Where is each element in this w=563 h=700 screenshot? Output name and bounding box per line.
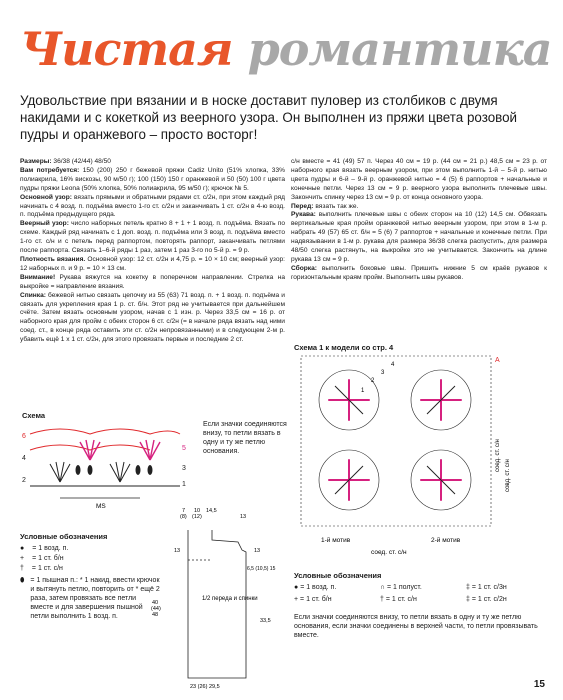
motif-label: соед. ст. с/н <box>371 549 407 556</box>
legend-item: = 1 возд. п. <box>32 545 69 552</box>
legend-item: = 1 ст. с/3н <box>471 584 507 591</box>
dim-top: 14,5 <box>206 508 217 514</box>
dim-height: 33,5 <box>260 618 271 624</box>
density-value: Основной узор: 12 ст. с/2н и 4,75 р. = 10 × 10 см; веерный узор: 12 наборных п. и 9 р. = 10 × 13 см. <box>20 255 286 272</box>
legend-item: = 1 ст. б/н <box>32 555 64 562</box>
dim-left: (44) <box>151 606 161 612</box>
side-label: соед. ст. с/н <box>495 439 501 472</box>
motif-label: 2-й мотив <box>431 537 461 544</box>
title-part1: Чистая <box>20 22 233 76</box>
row-number: 2 <box>371 378 375 384</box>
fan-row-top <box>30 429 180 434</box>
puff-mark <box>76 465 81 475</box>
needs-value: 150 (200) 250 г бежевой пряжи Cadiz Unito (51% хлопка, 33% полиакрила, 16% вискозы, 90 м/50 г); 100 (150) 150 г оранжевой и 50 (50) 100 г цвета пудры пряжи Leona (50% хлопка, 50% полиакрила, 95 м/50 г); крючок № 5. <box>20 166 285 192</box>
dim-top: (12) <box>192 514 202 520</box>
scheme-note: Если значки соединяются внизу, то петли вязать в одну и ту же петлю основания. <box>203 421 287 455</box>
triple-crochet-icon: ‡ <box>466 584 470 591</box>
note-label: Внимание! <box>20 273 56 281</box>
fan-label: Веерный узор: <box>20 220 69 228</box>
dim-top: 7 <box>182 508 186 514</box>
page-number: 15 <box>533 679 545 690</box>
assembly-value: выполнить боковые швы. Пришить нижние 5 см краёв рукавов к горизонтальным краям пройм. Выполнить швы рукавов. <box>291 264 547 281</box>
intro-text: Удовольствие при вязании и в носке доставит пуловер из столбиков с двумя накидами и с кокеткой из веерного узора. Он выполнен из пряжи цвета розовой пудры и оранжевого – просто восторг! <box>20 93 518 142</box>
row-label-left: 2 <box>22 477 26 484</box>
dim-bottom: 23 (26) 29,5 <box>190 684 220 690</box>
diagonal-mark <box>427 400 441 414</box>
puff-mark <box>88 465 93 475</box>
back-label: Спинка: <box>20 291 46 299</box>
puff-stitch-icon: ⬮ <box>20 577 25 584</box>
fan-value: число наборных петель кратно 8 + 1 + 1 возд. п. подъёма. Вязать по схеме. Каждый ряд начинать с 1 доп. возд. п. подъёма или 3 возд. п. подъёма вместо 1-го ст. с/н и с петель перед раппортом, повторять раппорт, заканчивать петлями после раппорта. Связать 1–6-й ряды 1 раз, затем 1 раз 3-го по 5-й р. = 9 р. <box>20 220 285 255</box>
row-number: 1 <box>361 388 365 394</box>
row-label-left: 6 <box>22 433 26 440</box>
row-label-right: 1 <box>182 481 186 488</box>
legend-item: = 1 полуст. <box>386 584 422 591</box>
pattern-center: 1/2 переда и спинки <box>202 596 258 602</box>
legend-item: = 1 ст. с/2н <box>471 596 507 603</box>
pattern-outline <box>188 530 246 678</box>
row-label-left: 4 <box>22 455 26 462</box>
dim-height: 13 <box>254 548 261 554</box>
legend-puff: = 1 пышная п.: * 1 накид, ввести крючок и вытянуть петлю, повторить от * ещё 2 раза, затем провязать все петли вместе и для завершения пышной петли выполнить 1 возд. п. <box>30 577 160 620</box>
row-label-right: 5 <box>182 445 186 452</box>
sizes-value: 36/38 (42/44) 48/50 <box>51 158 111 165</box>
dim-top: (8) <box>180 514 187 520</box>
single-crochet-icon: + <box>20 555 25 562</box>
motif-scheme-chart <box>291 352 516 562</box>
dim-height: 13 <box>174 548 181 554</box>
diagonal-mark <box>335 386 349 400</box>
sleeve-label: Рукава: <box>291 211 316 219</box>
dim-left: 40 <box>152 600 159 606</box>
front-label: Перед: <box>291 202 314 210</box>
single-crochet-icon: + <box>294 596 299 603</box>
diagonal-mark <box>441 386 455 400</box>
legend-left <box>20 532 160 621</box>
title-part2: романтика <box>247 22 552 76</box>
sleeve-value: выполнить плечевые швы с обеих сторон на 10 (12) 14,5 см. Обвязать вертикальные края пройм оранжевой нитью веерным узором, при этом в 1-м р. набрать 49 (57) 65 ст. б/н = 5 (6) 7 раппортов + начальные и конечные петли. При надвязывании в 1-м р. рукава для размера 36/38 слегка распустить, для размера 48/50 слегка растянуть, на выкройке это не учитывается. Закончить на длине рукава 13 см = 9 р. <box>291 211 547 263</box>
legend-title: Условные обозначения <box>20 532 108 541</box>
dim-mid: 6,5 (10,5) 15 <box>247 566 276 572</box>
row-label-right: 3 <box>182 465 186 472</box>
diagonal-mark <box>349 400 363 414</box>
base-label: Основной узор: <box>20 193 72 201</box>
marker-a: A <box>495 357 500 364</box>
left-column <box>20 158 285 345</box>
right-column <box>291 158 547 283</box>
legend-item: = 1 ст. с/н <box>385 596 417 603</box>
puff-mark <box>136 465 141 475</box>
legend-right <box>294 571 549 640</box>
scheme-title: Схема <box>22 411 46 420</box>
row-number: 4 <box>391 362 395 368</box>
side-label: совд. ст. с/н <box>505 459 511 492</box>
chain-icon: ● <box>294 584 299 591</box>
pattern-diagram <box>150 500 285 692</box>
repeat-label: MS <box>96 503 106 510</box>
double-treble-icon: ‡ <box>466 596 470 603</box>
assembly-label: Сборка: <box>291 264 317 272</box>
back-value: бежевой нитью связать цепочку из 55 (63) 71 возд. п. + 1 возд. п. подъёма и связать для укрепления края 1 р. ст. б/н. Этот ряд не учитывается при дальнейшем счёте. Затем вязать основным узором, начав с 1 изн. р. Через 33,5 см = 16 р. от наборного края для пройм с обеих сторон 6 ст. с/2н (= в начале ряда вязать над ними соед. ст., в конце ряда оставить эти ст. с/2н непровязанными) и в следующем 2-м р. убавить ещё 1 х 1 ст. с/2н, для этого провязать первые и последние 2 ст. <box>20 291 285 344</box>
scheme2-title: Схема 1 к модели со стр. 4 <box>294 343 394 352</box>
motif-label: 1-й мотив <box>321 537 351 544</box>
base-value: вязать прямыми и обратными рядами ст. с/2н, при этом каждый ряд начинать с 4 возд. п. подъёма вместо 1-го ст. с/2н и заканчивать 1 ст. с/2н в 4-ю возд. п. подъёма предыдущего ряда. <box>20 193 285 219</box>
dim-top: 10 <box>194 508 201 514</box>
legend-item: = 1 ст. б/н <box>300 596 332 603</box>
diagonal-mark <box>441 480 455 494</box>
diagonal-mark <box>349 466 363 480</box>
needs-label: Вам потребуется: <box>20 166 80 174</box>
slip-stitch-icon: ∩ <box>380 584 386 591</box>
page-title <box>20 18 552 80</box>
fan-row-mid <box>30 445 150 450</box>
continuation-text: с/н вместе = 41 (49) 57 п. Через 40 см = 19 р. (44 см = 21 р.) 48,5 см = 23 р. от наборного края вязать веерным узором, при этом выполнить 1-й – 5-й р. нитью цвета пудры и 6-й – 9-й р. оранжевой нитью = 4 (5) 6 раппортов + начальные и конечные петли. Через 13 см = 9 р. веерного узора выполнить плечевые швы. Закончить спинку через 13 см = 9 р. от конца основного узора. <box>291 158 547 201</box>
row-number: 3 <box>381 370 385 376</box>
dim-left: 48 <box>152 612 159 618</box>
dim-sleeve: 13 <box>240 514 247 520</box>
legend-item: = 1 возд. п. <box>300 584 337 591</box>
density-label: Плотность вязания. <box>20 255 86 263</box>
legend-title: Условные обозначения <box>294 571 382 580</box>
legend-note: Если значки соединяются внизу, то петли вязать в одну и ту же петлю основания, если значки соединены в верхней части, то петли провязывать вместе. <box>294 614 538 639</box>
diagonal-mark <box>427 466 441 480</box>
chain-icon: ● <box>20 545 25 552</box>
note-value: Рукава вяжутся на кокетку в поперечном направлении. Стрелка на выкройке = направление вязания. <box>20 273 285 290</box>
front-value: вязать так же. <box>313 202 359 210</box>
double-crochet-icon: † <box>20 565 24 572</box>
sizes-label: Размеры: <box>20 158 52 165</box>
double-crochet-icon: † <box>380 596 384 603</box>
legend-item: = 1 ст. с/н <box>31 565 63 572</box>
puff-mark <box>148 465 153 475</box>
diagonal-mark <box>335 480 349 494</box>
